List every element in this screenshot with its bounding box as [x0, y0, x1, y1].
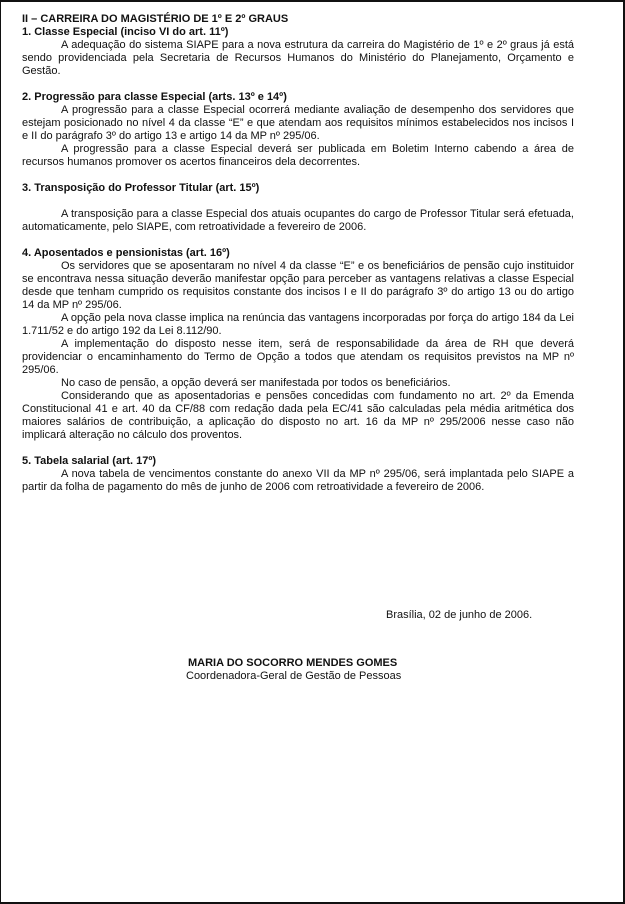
section-3	[22, 182, 574, 234]
spacer	[22, 78, 574, 91]
spacer	[22, 234, 574, 247]
section-1	[22, 26, 574, 78]
paragraph: A transposição para a classe Especial dos atuais ocupantes do cargo de Professor Titular será efetuada, automaticamente, pelo SIAPE, com retroatividade a fevereiro de 2006.	[22, 208, 574, 233]
signatory-title: Coordenadora-Geral de Gestão de Pessoas	[186, 670, 402, 682]
paragraph: A progressão para a classe Especial deverá ser publicada em Boletim Interno cabendo a área de recursos humanos promover os acertos financeiros dela decorrentes.	[22, 143, 574, 168]
paragraph: A nova tabela de vencimentos constante do anexo VII da MP nº 295/06, será implantada pelo SIAPE a partir da folha de pagamento do mês de junho de 2006 com retroatividade a fevereiro de 2006.	[22, 468, 574, 493]
section-4	[22, 247, 574, 442]
section-heading: 2. Progressão para classe Especial (arts. 13º e 14º)	[22, 91, 287, 103]
section-2	[22, 91, 574, 169]
document-body	[22, 13, 574, 494]
paragraph: No caso de pensão, a opção deverá ser manifestada por todos os beneficiários.	[61, 377, 451, 389]
section-heading: 3. Transposição do Professor Titular (art. 15º)	[22, 182, 260, 194]
spacer	[22, 195, 574, 208]
section-heading: 4. Aposentados e pensionistas (art. 16º)	[22, 247, 230, 259]
paragraph: A implementação do disposto nesse item, será de responsabilidade da área de RH que deverá providenciar o encaminhamento do Termo de Opção a todos que atendam os requisitos previstos na MP nº 295/06.	[22, 338, 574, 376]
section-5	[22, 455, 574, 494]
document-title: II – CARREIRA DO MAGISTÉRIO DE 1º E 2º GRAUS	[22, 13, 289, 25]
paragraph: A adequação do sistema SIAPE para a nova estrutura da carreira do Magistério de 1º e 2º graus já está sendo providenciada pela Secretaria de Recursos Humanos do Ministério do Planejamento, Orçamento e Gestão.	[22, 39, 574, 77]
page-border-top	[0, 0, 625, 2]
spacer	[22, 169, 574, 182]
signatory-name: MARIA DO SOCORRO MENDES GOMES	[188, 657, 398, 669]
paragraph: A opção pela nova classe implica na renúncia das vantagens incorporadas por força do artigo 184 da Lei 1.711/52 e do artigo 192 da Lei 8.112/90.	[22, 312, 574, 337]
spacer	[22, 442, 574, 455]
paragraph: A progressão para a classe Especial ocorrerá mediante avaliação de desempenho dos servidores que estejam posicionado no nível 4 da classe “E” e que atendam aos requisitos mínimos estabelecidos nos incisos I e II do parágrafo 3º do artigo 13 e artigo 14 da MP nº 295/06.	[22, 104, 574, 142]
section-heading: 1. Classe Especial (inciso VI do art. 11º)	[22, 26, 229, 38]
section-heading: 5. Tabela salarial (art. 17º)	[22, 455, 157, 467]
document-date: Brasília, 02 de junho de 2006.	[386, 609, 533, 621]
paragraph: Considerando que as aposentadorias e pensões concedidas com fundamento no art. 2º da Emenda Constitucional 41 e art. 40 da CF/88 com redação dada pela EC/41 são calculadas pela média aritmética dos maiores salários de contribuição, a aplicação do disposto no art. 16 da MP nº 295/2006 nesse caso não implicará alteração no cálculo dos proventos.	[22, 390, 574, 441]
paragraph: Os servidores que se aposentaram no nível 4 da classe “E” e os beneficiários de pensão cujo instituidor se encontrava nessa situação deverão manifestar opção para perceber as vantagens relativas a classe Especial desde que tenham cumprido os requisitos constante dos incisos I e II do parágrafo 3º do artigo 13 ou do artigo 14 da MP nº 295/06.	[22, 260, 574, 311]
page-border-left	[0, 0, 1, 904]
